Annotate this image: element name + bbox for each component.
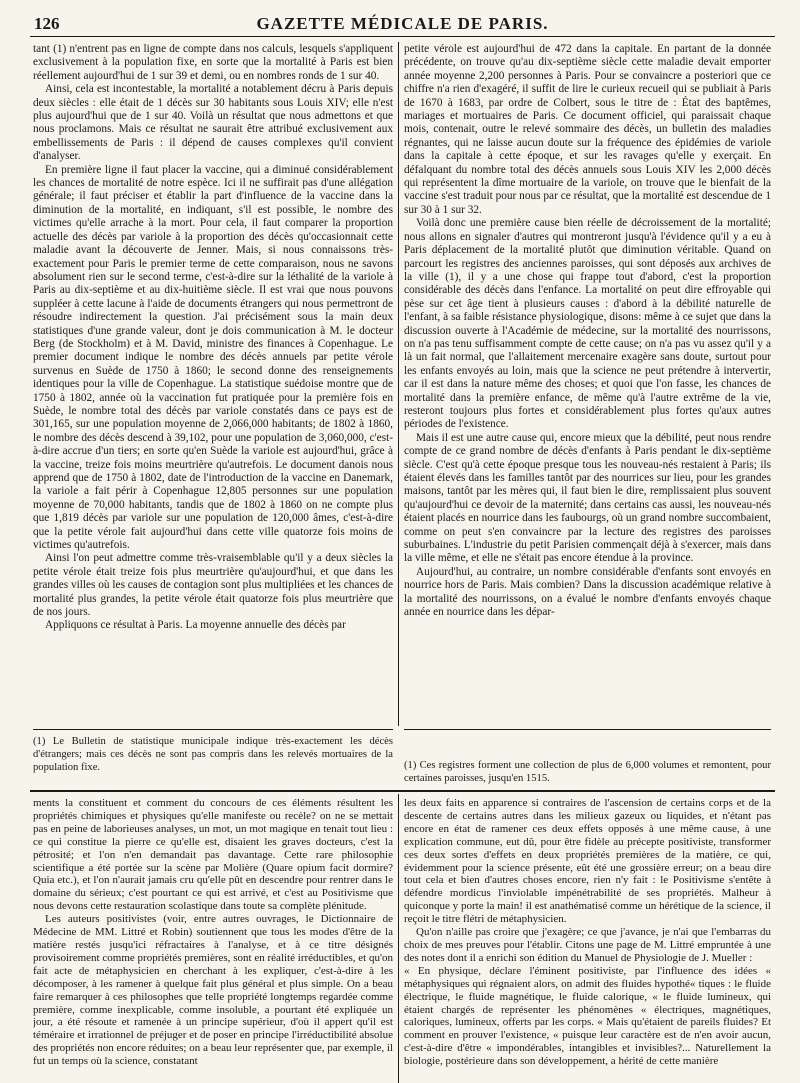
article-column-right: [404, 43, 771, 723]
quotation: « En physique, déclare l'éminent positiviste, par l'influence des idées « métaphysiques qui régnaient alors, on admit des fluides hypothé« tiques : le fluide électrique, le fluide magnétique, le fluide calorique, « le fluide lumineux, qui étaient chargés de représenter les phénomènes « électriques, magnétiques, caloriques, lumineux, offerts par les corps. « Mais qu'étaient de pareils fluides? Et comment en prouver l'existence, « puisque leur caractère est de n'en avoir aucun, c'est-à-dire d'être « impondérables, intangibles et invisibles?... Naturellement la biologie, postérieure dans son développement, a hérité de cette manière: [404, 964, 771, 1068]
paragraph: Appliquons ce résultat à Paris. La moyenne annuelle des décès par: [45, 619, 346, 632]
paragraph: Qu'on n'aille pas croire que j'exagère; ce que j'avance, je n'ai que l'embarras du choix de mes preuves pour l'établir. Citons une page de M. Littré empruntée à une des notes dont il a enrichi son édition du Manuel de Physiologie de J. Mueller :: [404, 926, 771, 964]
feuilleton-column-right: [404, 797, 771, 1082]
article-column-left: [33, 43, 393, 723]
footnote-right: (1) Ces registres forment une collection de plus de 6,000 volumes et remontent, pour certaines paroisses, jusqu'en 1515.: [404, 760, 771, 784]
paragraph: petite vérole est aujourd'hui de 472 dans la capitale. En partant de la donnée précédente, on trouve qu'au dix-septième siècle cette maladie devait emporter année moyenne 2,200 personnes à Paris. Pour se convaincre a posteriori que ce chiffre n'a rien d'exagéré, il suffit de lire le curieux recueil qui se publiait à Paris de 1670 à 1683, par ordre de Colbert, sous le titre de : État des baptêmes, mariages et mortuaires de Paris. Ce document officiel, qui paraissait chaque mois, contenait, outre le relevé sommaire des décès, un bulletin des maladies régnantes, qui ne laisse aucun doute sur la fréquence des épidémies de variole dans la capitale à cette époque, et sur les ravages qu'elle y exerçait. En défalquant du nombre total des décès annuels sous Louis XIV les 2,000 décès qui représentent la dîme mortuaire de la variole, on trouve que le bienfait de la vaccine s'est traduit pour nous par ce résultat, que la mortalité est descendue de 1 sur 30 à 1 sur 32.: [404, 43, 771, 216]
journal-title: GAZETTE MÉDICALE DE PARIS.: [256, 14, 549, 33]
column-divider: [398, 794, 399, 1083]
paragraph: les deux faits en apparence si contraires de l'ascension de certains corps et de la descente de certains autres dans les milieux gazeux ou liquides, et n'étant pas encore en état de ramener ces deux effets opposés à une même cause, à une explication commune, eut dû, pour être fidèle au précepte positiviste, transformer ces deux sortes d'effets en deux propriétés premières de la matière, ce qui, évidemment pour la science présente, eût été une grossière erreur; on a beau dire tout cela et bien d'autres choses encore, rien n'y fait : le Positivisme s'entête à défendre mordicus l'inviolable impénétrabilité de ses propriétés. Malheur à quiconque y porte la main! il est anathématisé comme un hérétique de la science, il reçoit le titre flétri de métaphysicien.: [404, 797, 771, 926]
page-number: 126: [34, 14, 60, 33]
footnote-left: (1) Le Bulletin de statistique municipale indique très-exactement les décès d'étrangers; mais ces décès ne sont pas compris dans les relevés mortuaires de la population fixe.: [33, 736, 393, 773]
page-header: [30, 14, 775, 37]
section-divider: [30, 790, 775, 792]
paragraph: Ainsi l'on peut admettre comme très-vraisemblable qu'il y a deux siècles la petite vérole était treize fois plus meurtrière qu'aujourd'hui, et que dans les grandes villes où les causes de contagion sont plus multipliées et les chances de mortalité plus grandes, la petite vérole était quatorze fois plus meurtrière que de nos jours.: [33, 552, 393, 619]
paragraph: Ainsi, cela est incontestable, la mortalité a notablement décru à Paris depuis deux siècles : elle était de 1 décès sur 30 habitants sous Louis XIV; elle n'est plus aujourd'hui que de 1 sur 40. Voilà un résultat que nous admettons et que nous proclamons. Mais ce résultat ne saurait être attribué exclusivement aux embellissements de Paris : il dépend de causes complexes qu'il convient d'analyser.: [33, 83, 393, 163]
paragraph: Voilà donc une première cause bien réelle de décroissement de la mortalité; nous allons en signaler d'autres qui montreront jusqu'à l'évidence qu'il y a eu à Paris déplacement de la mortalité plutôt que diminution véritable. Quand on parcourt les registres des anciennes paroisses, qui sont déposés aux archives de la ville (1), il y a une chose qui frappe tout d'abord, c'est la proportion considérable des décès dans l'enfance. La mortalité on peut dire effroyable qui pèse sur cet âge tient à plusieurs causes : d'abord à la débilité naturelle de l'enfant, à sa faible résistance physiologique, disons: même à ce sujet que dans la discussion ouverte à l'Académie de médecine, sur la mortalité des nourrissons, on n'a pas tenu suffisamment compte de cette cause; on n'a pas vu assez qu'il y a là un fait normal, que l'allaitement mercenaire exagère sans doute, surtout pour les enfants envoyés au loin, mais que la science ne peut prétendre à intervertir, car il est dans la nature même des choses; et quoi que l'on fasse, les chances de mortalité dans la première enfance, de même qu'à l'autre extrême de la vie, resteront toujours plus fortes et considérablement plus fortes qu'aux autres périodes de l'existence.: [404, 217, 771, 431]
feuilleton-column-left: [33, 797, 393, 1082]
paragraph: Aujourd'hui, au contraire, un nombre considérable d'enfants sont envoyés en nourrice hors de Paris. Mais combien? Dans la discussion académique relative à la mortalité des nourrissons, on a évalué le nombre d'enfants envoyés chaque année en nourrice dans les dépar-: [404, 565, 771, 619]
paragraph: Mais il est une autre cause qui, encore mieux que la débilité, peut nous rendre compte de ce grand nombre de décès d'enfants à Paris pendant le dix-septième siècle. C'est qu'à cette époque presque tous les nouveau-nés restaient à Paris; ils étaient élevés dans les familles tantôt par des nourrices sur lieu, pour les grandes maisons, tantôt par les mères qui, il faut bien le dire, remplissaient plus souvent qu'aujourd'hui ce devoir de la maternité; dans certains cas aussi, les nouveau-nés étaient placés en nourrice dans les faubourgs, où un grand nombre succombaient, comme on peut s'en convaincre par la lecture des registres des paroisses suburbaines. L'industrie du petit Parisien commençait déjà à s'exercer, mais dans la ville même, et elle ne s'était pas encore étendue à la province.: [404, 431, 771, 565]
paragraph: tant (1) n'entrent pas en ligne de compte dans nos calculs, lesquels s'appliquent exclusivement à la population fixe, en sorte que la mortalité à Paris est bien réellement aujourd'hui de 1 sur 39 et demi, ou en nombres ronds de 1 sur 40.: [33, 43, 393, 82]
footnote-rule: [33, 729, 393, 730]
paragraph: ments la constituent et comment du concours de ces éléments résultent les propriétés chimiques et physiques qu'elle manifeste ou recèle? on ne se mettait pas en peine de laborieuses analyses, un mot, un mot magique en tenait tout lieu : ce qui constitue la pierre ce qu'elle est, disaient les graves docteurs, c'est la pétrosité; et l'on n'en demandait pas davantage. Cette rare philosophie scientifique a été portée sur la scène par Molière (Quare opium facit dormire? Quia etc.), et l'on n'aurait jamais cru qu'elle pût en descendre pour rentrer dans le domaine du sérieux; c'est pourtant ce qui est arrivé, et c'est au Positivisme que nous devons cette restauration scolastique dans toute sa complète plénitude.: [33, 797, 393, 913]
paragraph: Les auteurs positivistes (voir, entre autres ouvrages, le Dictionnaire de Médecine de MM. Littré et Robin) soutiennent que tous les modes d'être de la matière restés jusqu'ici réfractaires à l'analyse, et à ce titre désignés provisoirement comme propriétés premières, sont en réalité irréductibles, et qu'on fait acte de métaphysicien en cherchant à les expliquer, c'est-à-dire à les décomposer, à les ramener à quelque fait plus général et plus simple. On a beau faire remarquer à ces philosophes que telle propriété longtemps regardée comme première, comme inexplicable, comme insoluble, a pourtant été expliquée un jour, a été résoute et ramenée à un principe supérieur, d'où il appert qu'il est téméraire et irrationnel de préjuger et de poser en principe l'irréductibilité absolue des propriétés non encore réduites; on a beau leur représenter que, par exemple, il fut un temps où la science, constatant: [33, 913, 393, 1068]
footnote-rule: [404, 729, 771, 730]
paragraph: En première ligne il faut placer la vaccine, qui a diminué considérablement les chances de mortalité de notre espèce. Ici il ne suffirait pas d'une allégation générale; il faut préciser et établir la part d'influence de la vaccine dans la diminution de la mortalité, en indiquant, s'il est possible, le nombre des victimes qu'elle arrache à la mort. Pour cela, il faut comparer la proportion actuelle des décès par variole à la proportion des décès qu'occasionnait cette maladie avant la découverte de Jenner. Mais, si nous connaissons très-exactement pour Paris le premier terme de cette comparaison, nous ne savons absolument rien sur le second terme, c'est-à-dire sur la léthalité de la variole à Paris au dix-septième et au dix-huitième siècle. Il est vrai que nous pouvons suppléer à cette lacune à l'aide de documents étrangers qui nous permettront de résoudre indirectement la question. J'ai précisément sous la main deux statistiques d'une grande valeur, dont je dois communication à M. le docteur Berg (de Stockholm) et à M. David, ministre des finances à Copenhague. Le premier document indique le nombre des décès annuels par petite vérole survenus en Suède de 1750 à 1860; le second donne des renseignements identiques pour la ville de Copenhague. La statistique suédoise montre que de 1750 à 1802, année où la vaccination fut pratiquée pour la première fois en Suède, le nombre total des décès par variole constatés dans ce pays est de 301,165, sur une population moyenne de 2,066,000 habitants; de 1802 à 1860, le nombre des décès descend à 39,102, pour une population de 3,060,000, c'est-à-dire accrue d'un tiers; en sorte qu'en Suède la variole est aujourd'hui, grâce à la vaccine, treize fois moins meurtrière qu'autrefois. Le document danois nous apprend que de 1750 à 1802, date de l'introduction de la vaccine en Danemark, la variole a fait périr à Copenhague 12,805 personnes sur une population moyenne de 70,000 habitants, tandis que de 1802 à 1860 on ne compte plus que 1,819 décès par variole sur une population de 120,000 âmes, c'est-à-dire que la petite vérole fait aujourd'hui dans cette ville quatorze fois moins de victimes qu'autrefois.: [33, 163, 393, 552]
column-divider: [398, 42, 399, 726]
